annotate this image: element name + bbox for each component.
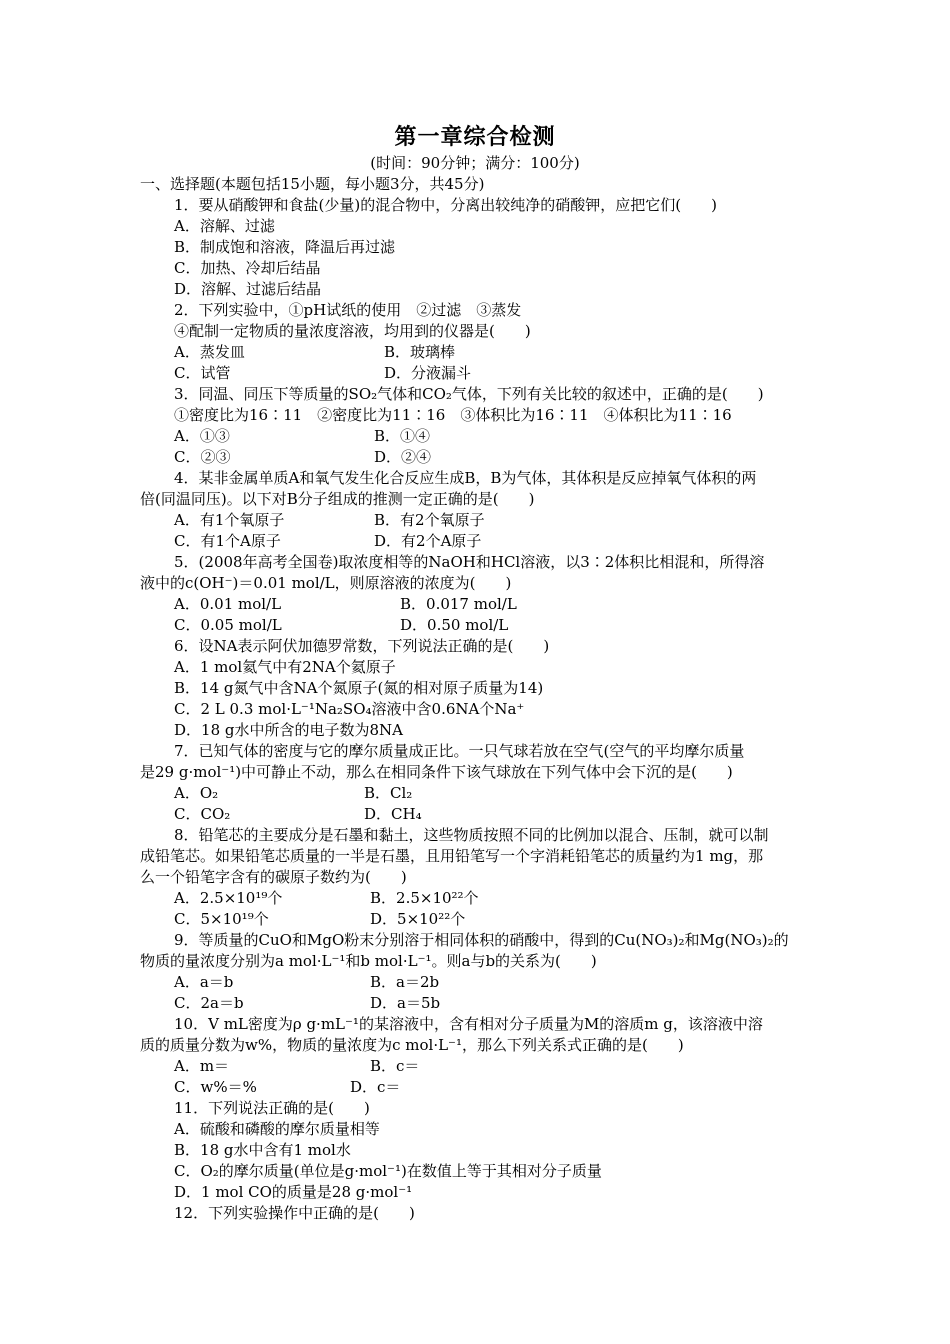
q8-option-c: C．5×10¹⁹个 [174, 910, 269, 928]
q9-options-row1 [140, 972, 820, 993]
q7-stem-line1: 7．已知气体的密度与它的摩尔质量成正比。一只气球若放在空气(空气的平均摩尔质量 [174, 742, 745, 760]
q2-stem-line1: 2．下列实验中，①pH试纸的使用 ②过滤 ③蒸发 [174, 301, 522, 319]
q10-stem-line1: 10．V mL密度为ρ g·mL⁻¹的某溶液中，含有相对分子质量为M的溶质m g，该溶液中溶 [174, 1015, 763, 1033]
q2-stem-line2: ④配制一定物质的量浓度溶液，均用到的仪器是( ) [174, 322, 531, 340]
q2-option-c: C．试管 [174, 364, 231, 382]
q4-options-row1 [140, 510, 820, 531]
q3-stem-line1: 3．同温、同压下等质量的SO₂气体和CO₂气体，下列有关比较的叙述中，正确的是( ) [174, 385, 764, 403]
q1-option-d: D．溶解、过滤后结晶 [174, 280, 322, 298]
q6-option-d: D．18 g水中所含的电子数为8NA [174, 721, 403, 739]
q7-option-d: D．CH₄ [364, 805, 422, 823]
q6-stem: 6．设NA表示阿伏加德罗常数，下列说法正确的是( ) [174, 637, 550, 655]
q11-option-b: B．18 g水中含有1 mol水 [174, 1141, 351, 1159]
q9-option-a: A．a＝b [174, 973, 234, 991]
question-list [140, 174, 820, 1224]
q4-option-d: D．有2个A原子 [374, 532, 482, 550]
q8-stem-line2: 成铅笔芯。如果铅笔芯质量的一半是石墨，且用铅笔写一个字消耗铅笔芯的质量约为1 mg，那 [140, 847, 764, 865]
q10-option-b: B．c＝ [370, 1057, 420, 1075]
q5-option-a: A．0.01 mol/L [174, 595, 282, 613]
q9-option-b: B．a＝2b [370, 973, 440, 991]
q11-option-a: A．硫酸和磷酸的摩尔质量相等 [174, 1120, 380, 1138]
exam-info: (时间：90分钟；满分：100分) [370, 154, 580, 172]
q6-option-c: C．2 L 0.3 mol·L⁻¹Na₂SO₄溶液中含0.6NA个Na⁺ [174, 700, 525, 718]
q9-option-c: C．2a＝b [174, 994, 244, 1012]
q2-options-row2 [140, 363, 820, 384]
q2-option-d: D．分液漏斗 [384, 364, 472, 382]
q5-option-d: D．0.50 mol/L [400, 616, 509, 634]
q10-option-a: A．m＝ [174, 1057, 230, 1075]
q5-options-row1 [140, 594, 820, 615]
q8-option-a: A．2.5×10¹⁹个 [174, 889, 283, 907]
q2-options-row1 [140, 342, 820, 363]
q3-stem-line2: ①密度比为16∶11 ②密度比为11∶16 ③体积比为16∶11 ④体积比为11∶16 [174, 406, 732, 424]
section-heading: 一、选择题(本题包括15小题，每小题3分，共45分) [140, 175, 485, 193]
q9-option-d: D．a＝5b [370, 994, 441, 1012]
q8-option-b: B．2.5×10²²个 [370, 889, 479, 907]
q11-stem: 11．下列说法正确的是( ) [174, 1099, 370, 1117]
q4-options-row2 [140, 531, 820, 552]
q10-option-d: D．c＝ [350, 1078, 401, 1096]
q10-options-row1 [140, 1056, 820, 1077]
q3-options-row1 [140, 426, 820, 447]
q3-option-c: C．②③ [174, 448, 231, 466]
q6-option-a: A．1 mol氦气中有2NA个氦原子 [174, 658, 396, 676]
q1-stem: 1．要从硝酸钾和食盐(少量)的混合物中，分离出较纯净的硝酸钾，应把它们( ) [174, 196, 717, 214]
q9-stem-line2: 物质的量浓度分别为a mol·L⁻¹和b mol·L⁻¹。则a与b的关系为( ) [140, 952, 597, 970]
q4-option-c: C．有1个A原子 [174, 532, 281, 550]
q5-option-b: B．0.017 mol/L [400, 595, 517, 613]
q11-option-d: D．1 mol CO的质量是28 g·mol⁻¹ [174, 1183, 413, 1201]
q9-options-row2 [140, 993, 820, 1014]
q4-option-b: B．有2个氧原子 [374, 511, 485, 529]
q7-option-b: B．Cl₂ [364, 784, 413, 802]
q8-stem-line1: 8．铅笔芯的主要成分是石墨和黏土，这些物质按照不同的比例加以混合、压制，就可以制 [174, 826, 769, 844]
q9-stem-line1: 9．等质量的CuO和MgO粉末分别溶于相同体积的硝酸中，得到的Cu(NO₃)₂和Mg(NO₃)₂的 [174, 931, 789, 949]
q1-option-a: A．溶解、过滤 [174, 217, 275, 235]
q1-option-b: B．制成饱和溶液，降温后再过滤 [174, 238, 396, 256]
q2-option-b: B．玻璃棒 [384, 343, 456, 361]
q8-stem-line3: 么一个铅笔字含有的碳原子数约为( ) [140, 868, 407, 886]
q5-option-c: C．0.05 mol/L [174, 616, 282, 634]
q8-options-row2 [140, 909, 820, 930]
q3-option-b: B．①④ [374, 427, 431, 445]
q2-option-a: A．蒸发皿 [174, 343, 245, 361]
q5-options-row2 [140, 615, 820, 636]
q10-options-row2 [140, 1077, 820, 1098]
q4-stem-line2: 倍(同温同压)。以下对B分子组成的推测一定正确的是( ) [140, 490, 535, 508]
page-title: 第一章综合检测 [394, 124, 556, 150]
q3-option-a: A．①③ [174, 427, 230, 445]
q5-stem-line2: 液中的c(OH⁻)＝0.01 mol/L，则原溶液的浓度为( ) [140, 574, 512, 592]
q7-options-row2 [140, 804, 820, 825]
q1-option-c: C．加热、冷却后结晶 [174, 259, 321, 277]
q8-options-row1 [140, 888, 820, 909]
q8-option-d: D．5×10²²个 [370, 910, 466, 928]
q5-stem-line1: 5．(2008年高考全国卷)取浓度相等的NaOH和HCl溶液，以3∶2体积比相混和，所得溶 [174, 553, 765, 571]
q3-option-d: D．②④ [374, 448, 432, 466]
q10-stem-line2: 质的质量分数为w%，物质的量浓度为c mol·L⁻¹，那么下列关系式正确的是( ) [140, 1036, 684, 1054]
q7-stem-line2: 是29 g·mol⁻¹)中可静止不动，那么在相同条件下该气球放在下列气体中会下沉的是( ) [140, 763, 733, 781]
q4-stem-line1: 4．某非金属单质A和氧气发生化合反应生成B，B为气体，其体积是反应掉氧气体积的两 [174, 469, 757, 487]
q3-options-row2 [140, 447, 820, 468]
q11-option-c: C．O₂的摩尔质量(单位是g·mol⁻¹)在数值上等于其相对分子质量 [174, 1162, 602, 1180]
q7-option-a: A．O₂ [174, 784, 219, 802]
q10-option-c: C．w%＝% [174, 1078, 257, 1096]
q12-stem: 12．下列实验操作中正确的是( ) [174, 1204, 415, 1222]
q7-option-c: C．CO₂ [174, 805, 231, 823]
q7-options-row1 [140, 783, 820, 804]
q4-option-a: A．有1个氧原子 [174, 511, 285, 529]
q6-option-b: B．14 g氮气中含NA个氮原子(氮的相对原子质量为14) [174, 679, 544, 697]
